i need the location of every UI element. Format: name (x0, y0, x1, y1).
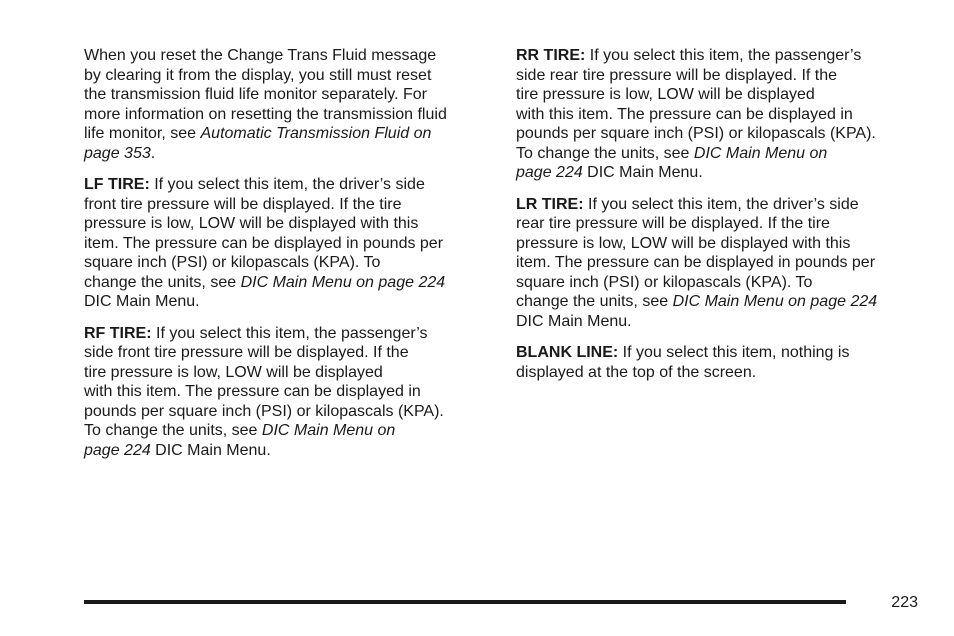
text-line: When you reset the Change Trans Fluid message (84, 47, 437, 64)
text-line: side rear tire pressure will be displayed. If the (516, 66, 838, 84)
cross-reference: page 224 (516, 164, 583, 181)
text-line: DIC Main Menu. (84, 293, 200, 310)
item-heading: LR TIRE: (516, 195, 584, 213)
item-heading: RR TIRE: (516, 47, 586, 64)
paragraph-rr-tire (516, 46, 926, 183)
text-line: item. The pressure can be displayed in pounds per (516, 254, 876, 271)
text-line: life monitor, see Automatic Transmission Fluid on (84, 125, 432, 142)
paragraph-lr-tire (516, 195, 926, 332)
cross-reference: page 353 (84, 144, 151, 162)
text-line: the transmission fluid life monitor separately. For (84, 86, 427, 103)
text-line: LR TIRE: If you select this item, the driver’s side (516, 195, 859, 213)
text-line: more information on resetting the transmission fluid (84, 105, 447, 123)
text-line: RR TIRE: If you select this item, the passenger’s (516, 47, 862, 64)
text-line: square inch (PSI) or kilopascals (KPA). To (516, 273, 813, 291)
text-line: tire pressure is low, LOW will be displayed (516, 86, 815, 103)
page-number: 223 (891, 594, 918, 611)
text-line: with this item. The pressure can be displayed in (516, 105, 853, 123)
text-line: displayed at the top of the screen. (516, 363, 757, 381)
text-line: DIC Main Menu. (516, 312, 632, 330)
cross-reference: DIC Main Menu on page 224 (240, 273, 446, 291)
cross-reference: DIC Main Menu on (693, 144, 828, 162)
text-line: with this item. The pressure can be displayed in (84, 383, 421, 400)
paragraph-blank-line (516, 343, 926, 382)
text-line: To change the units, see DIC Main Menu on (84, 422, 396, 439)
text-line: page 224 DIC Main Menu. (516, 164, 703, 181)
item-heading: LF TIRE: (84, 176, 150, 193)
paragraph-lf-tire (84, 175, 494, 312)
text-line: by clearing it from the display, you still must reset (84, 66, 432, 84)
text-line: BLANK LINE: If you select this item, nothing is (516, 344, 850, 361)
text-line: To change the units, see DIC Main Menu on (516, 144, 828, 162)
cross-reference: DIC Main Menu on (261, 422, 396, 439)
item-heading: BLANK LINE: (516, 344, 619, 361)
cross-reference: Automatic Transmission Fluid on (200, 125, 432, 142)
text-line: square inch (PSI) or kilopascals (KPA). To (84, 254, 381, 271)
text-line: change the units, see DIC Main Menu on page 224 (516, 293, 878, 310)
text-line: change the units, see DIC Main Menu on page 224 (84, 273, 446, 291)
text-line: tire pressure is low, LOW will be displayed (84, 363, 383, 381)
text-line: pounds per square inch (PSI) or kilopascals (KPA). (84, 402, 444, 420)
text-line: side front tire pressure will be displayed. If the (84, 344, 409, 361)
cross-reference: page 224 (84, 441, 151, 459)
right-column (516, 46, 926, 394)
left-column (84, 46, 494, 472)
text-line: page 353. (84, 144, 156, 162)
text-line: item. The pressure can be displayed in pounds per (84, 234, 444, 252)
paragraph-trans-fluid (84, 46, 494, 163)
text-line: LF TIRE: If you select this item, the driver’s side (84, 176, 425, 193)
footer-rule (84, 600, 846, 604)
cross-reference: DIC Main Menu on page 224 (672, 293, 878, 310)
text-line: pressure is low, LOW will be displayed with this (84, 215, 419, 232)
paragraph-rf-tire (84, 324, 494, 461)
text-line: page 224 DIC Main Menu. (84, 441, 271, 459)
item-heading: RF TIRE: (84, 324, 152, 342)
text-line: rear tire pressure will be displayed. If the tire (516, 215, 830, 232)
text-line: pressure is low, LOW will be displayed with this (516, 234, 851, 252)
text-line: front tire pressure will be displayed. If the tire (84, 195, 402, 213)
text-line: RF TIRE: If you select this item, the passenger’s (84, 324, 428, 342)
text-line: pounds per square inch (PSI) or kilopascals (KPA). (516, 125, 876, 142)
